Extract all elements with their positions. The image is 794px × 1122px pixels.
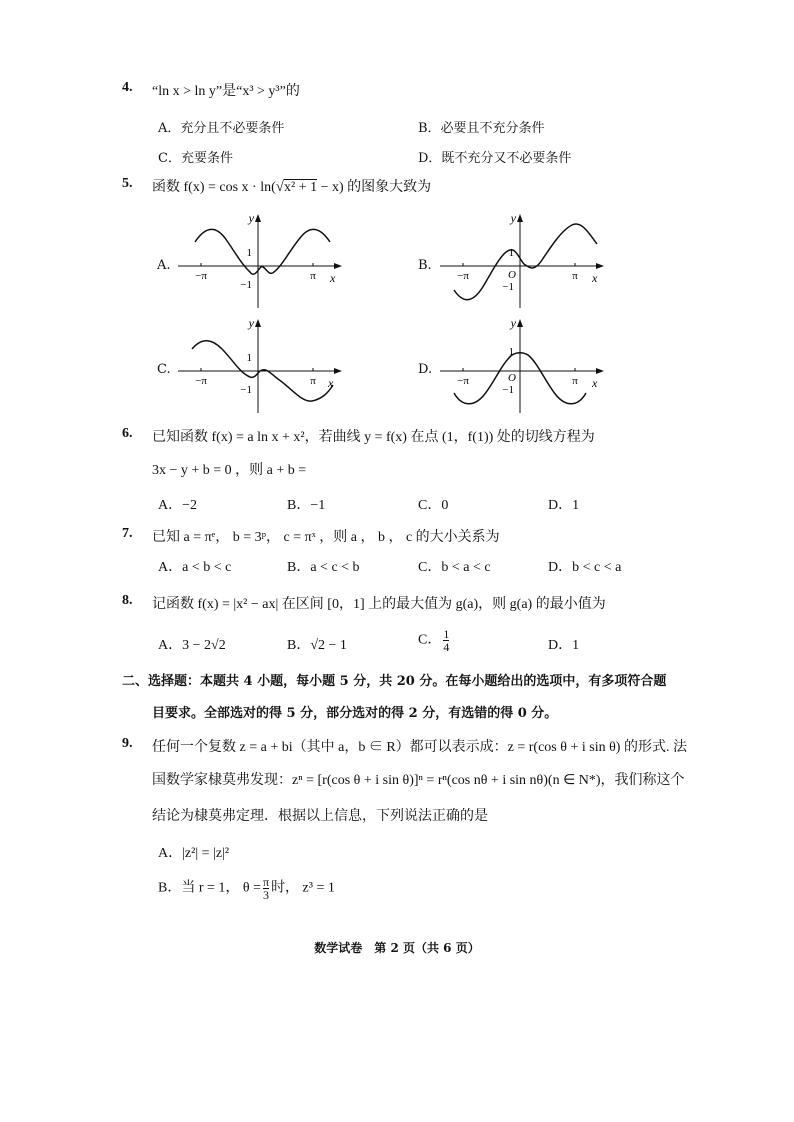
q4-number: 4. (122, 80, 133, 95)
q9-number: 9. (122, 736, 133, 751)
q7-number: 7. (122, 526, 133, 541)
q9-option-b-fraction: $\frac{\pi}{3}$ (263, 875, 270, 902)
q4-option-d: D．既不充分又不必要条件 (418, 151, 572, 166)
graph-c-neg-pi: −π (195, 375, 207, 387)
graph-d-one: 1 (508, 346, 514, 358)
graph-b-neg-one: −1 (502, 281, 514, 293)
q7-option-a: A．a < b < c (158, 560, 232, 575)
q5-number: 5. (122, 176, 133, 191)
q5-stem: 函数 f(x) = cos x · ln(√x² + 1 − x) 的图象大致为 (152, 179, 432, 195)
graph-d-x-label: x (592, 376, 598, 390)
graph-b-neg-pi: −π (457, 270, 469, 282)
graph-b-origin: O (508, 269, 516, 281)
q4-option-a: A．充分且不必要条件 (158, 121, 285, 136)
graph-d-pi: π (572, 375, 578, 387)
q7-option-b: B．a < c < b (287, 560, 360, 575)
q7-option-c: C．b < a < c (418, 560, 491, 575)
graph-a-neg-pi: −π (195, 270, 207, 282)
q5-graph-c (170, 315, 350, 415)
q5-graph-a (170, 210, 350, 310)
q6-option-c: C．0 (418, 498, 449, 513)
graph-b-one: 1 (508, 247, 514, 259)
graph-b-pi: π (572, 270, 578, 282)
graph-c-pi: π (310, 375, 316, 387)
graph-d-origin: O (508, 372, 516, 384)
q5-option-d-label: D. (418, 362, 433, 377)
q5-graph-b (432, 210, 612, 310)
q5-graph-d (432, 315, 612, 415)
q8-number: 8. (122, 593, 133, 608)
graph-a-y-label: y (248, 211, 254, 225)
q5-option-c-label: C. (157, 362, 171, 377)
q8-option-a: A．3 − 2√2 (158, 638, 226, 653)
q6-option-d: D．1 (548, 498, 580, 513)
q6-option-b: B．−1 (287, 498, 326, 513)
q8-option-c-fraction: $\frac{1}{4}$ (443, 627, 450, 654)
graph-d-neg-one: −1 (502, 384, 514, 396)
graph-a-neg-one: −1 (240, 279, 252, 291)
q9-line-3: 结论为棣莫弗定理．根据以上信息，下列说法正确的是 (152, 809, 488, 824)
q4-option-c: C．充要条件 (158, 151, 233, 166)
q7-stem: 已知 a = πᵉ， b = 3ᵖ， c = πˣ ，则 a ， b ， c 的大小关系为 (152, 530, 500, 545)
graph-c-y-label: y (248, 316, 254, 330)
q6-option-a: A．−2 (158, 498, 198, 513)
page-footer: 数学试卷 第 2 页（共 6 页） (314, 941, 480, 955)
section2-heading-line-1: 二、选择题：本题共 4 小题，每小题 5 分，共 20 分。在每小题给出的选项中，有多项符合题 (122, 674, 667, 689)
q9-line-1: 任何一个复数 z = a + bi（其中 a，b ∈ R）都可以表示成：z = r(cos θ + i sin θ) 的形式. 法 (152, 740, 687, 755)
q9-option-b: B．当 r = 1， θ = $\frac{\pi}{3}$ 时， z³ = 1 (158, 875, 335, 902)
q4-stem: “ln x > ln y”是“x³ > y³”的 (152, 84, 300, 99)
q8-option-b: B．√2 − 1 (287, 638, 347, 653)
q9-line-2: 国数学家棣莫弗发现：zⁿ = [r(cos θ + i sin θ)]ⁿ = rⁿ(cos nθ + i sin nθ)(n ∈ N*)，我们称这个 (152, 773, 685, 788)
q6-line-1: 已知函数 f(x) = a ln x + x²，若曲线 y = f(x) 在点 (1，f(1)) 处的切线方程为 (152, 430, 595, 445)
q6-line-2: 3x − y + b = 0 ，则 a + b = (152, 463, 307, 478)
q6-number: 6. (122, 426, 133, 441)
section2-heading-line-2: 目要求。全部选对的得 5 分，部分选对的得 2 分，有选错的得 0 分。 (152, 706, 558, 721)
graph-d-y-label: y (510, 316, 516, 330)
q9-option-a: A．|z²| = |z|² (158, 846, 230, 861)
q5-option-b-label: B. (418, 258, 432, 273)
graph-c-one: 1 (246, 352, 252, 364)
q5-option-a-label: A. (157, 258, 171, 273)
q7-option-d: D．b < c < a (548, 560, 622, 575)
graph-c-x-label: x (328, 376, 334, 390)
graph-a-pi: π (310, 270, 316, 282)
graph-a-x-label: x (330, 271, 336, 285)
q4-option-b: B．必要且不充分条件 (418, 121, 545, 136)
graph-b-x-label: x (592, 271, 598, 285)
graph-a-one: 1 (246, 247, 252, 259)
graph-d-neg-pi: −π (457, 375, 469, 387)
graph-c-neg-one: −1 (240, 384, 252, 396)
graph-b-y-label: y (510, 211, 516, 225)
q8-option-c: C． $\frac{1}{4}$ (418, 627, 450, 654)
q8-stem: 记函数 f(x) = |x² − ax| 在区间 [0，1] 上的最大值为 g(a)，则 g(a) 的最小值为 (152, 597, 606, 612)
q8-option-d: D．1 (548, 638, 580, 653)
